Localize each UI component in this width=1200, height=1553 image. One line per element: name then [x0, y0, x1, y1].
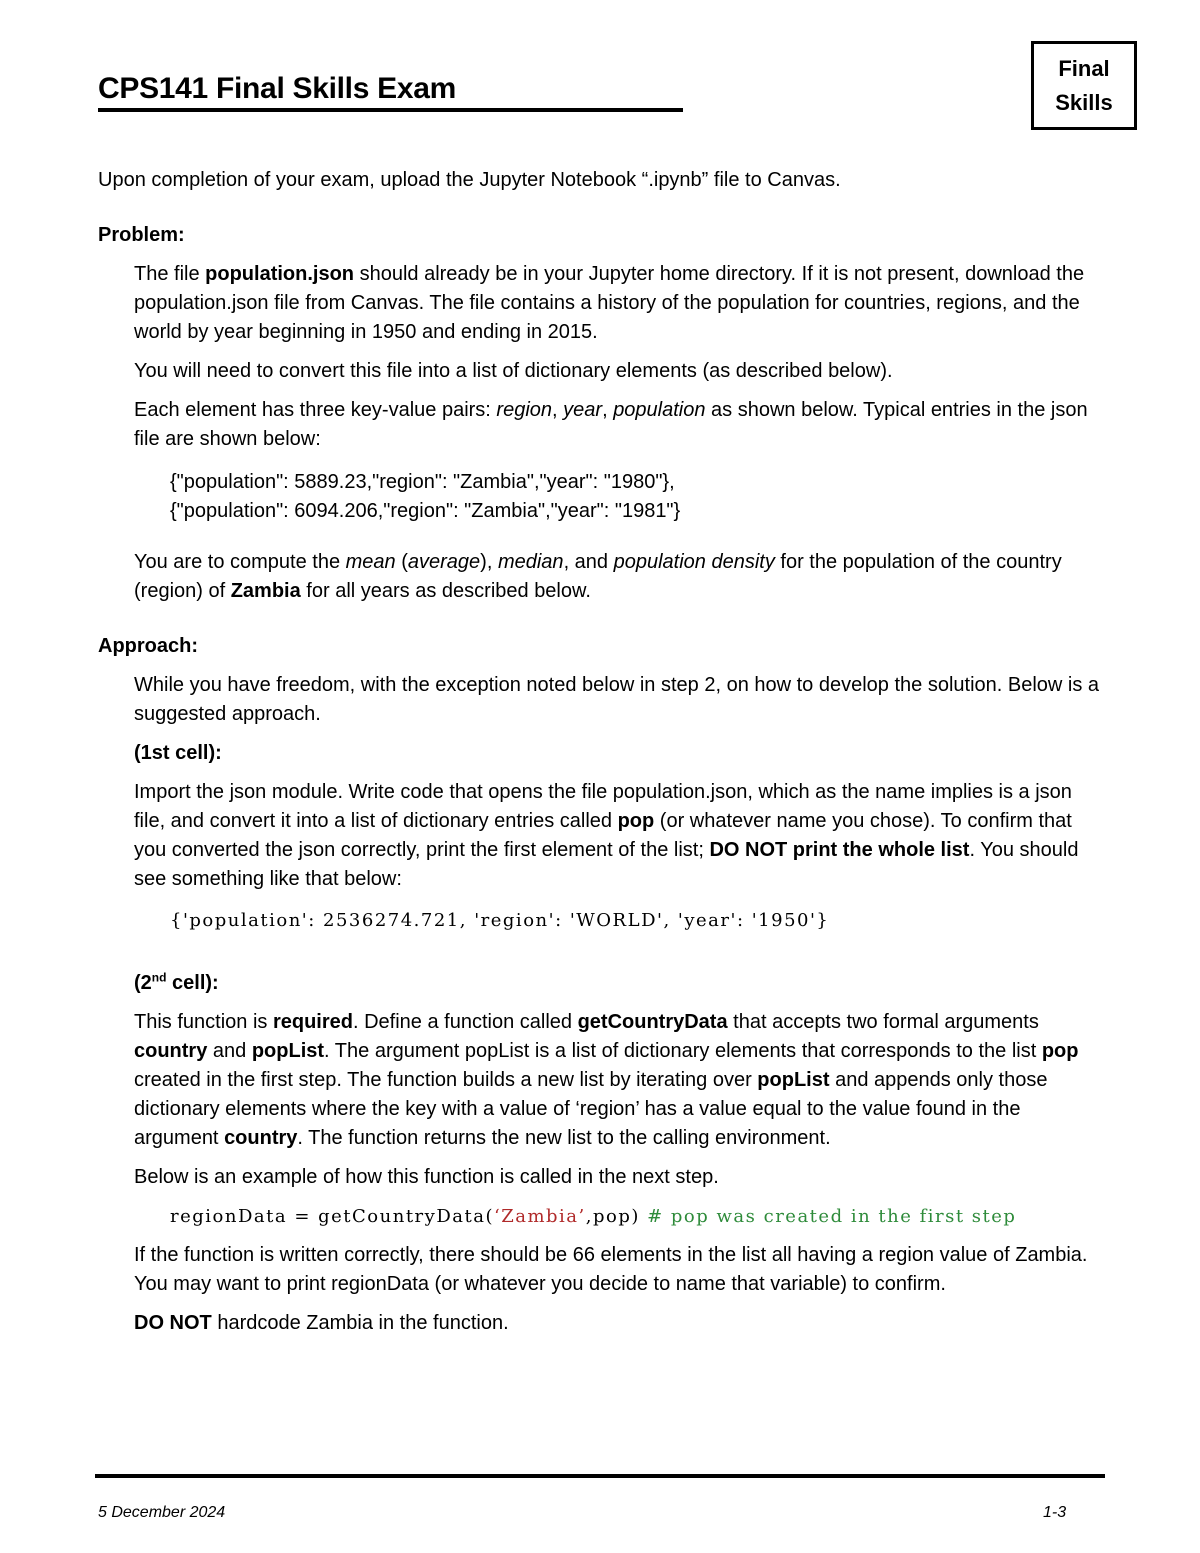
- text-run: for all years as described below.: [300, 580, 591, 602]
- warning-bold: DO NOT: [134, 1312, 212, 1334]
- text-run: ,: [602, 399, 614, 421]
- text-run: . You should see something like that below:: [134, 839, 1079, 890]
- document-body: [98, 166, 1108, 1348]
- footer-date: 5 December 2024: [98, 1504, 226, 1521]
- function-name: getCountryData: [577, 1011, 728, 1033]
- example-intro: Below is an example of how this function is called in the next step.: [134, 1166, 719, 1188]
- text-run: Import the json module. Write code that opens the file population.json, which as the name implies is a json file, and convert it into a list of dictionary entries called: [134, 781, 1072, 832]
- arg-poplist: popList: [757, 1069, 830, 1091]
- superscript: nd: [151, 970, 167, 985]
- problem-paragraph-3: [134, 396, 1108, 454]
- json-example-block: [170, 468, 1108, 526]
- text-run: ,: [552, 399, 564, 421]
- cell-1-paragraph: [134, 778, 1108, 894]
- filename-bold: population.json: [205, 263, 355, 285]
- result-paragraph: If the function is written correctly, there should be 66 elements in the list all having a region value of Zambia. You may want to print regionData (or whatever you decide to name that variable) to confirm.: [134, 1244, 1088, 1295]
- term-population-density: population density: [613, 551, 775, 573]
- text-run: You are to compute the: [134, 551, 346, 573]
- arg-country: country: [224, 1127, 298, 1149]
- warning-paragraph: [134, 1309, 1108, 1338]
- text-run: should already be in your Jupyter home directory. If it is not present, download the population.json file from Canvas. The file contains a history of the population for countries, regions, and the world by year beginning in 1950 and ending in 2015.: [134, 263, 1085, 343]
- text-run: ),: [480, 551, 498, 573]
- text-run: (: [395, 551, 408, 573]
- key-population: population: [613, 399, 706, 421]
- badge-line-1: Final: [1058, 55, 1110, 81]
- term-average: average: [407, 551, 481, 573]
- text-run: , and: [563, 551, 614, 573]
- warning-bold: DO NOT print the whole list: [709, 839, 970, 861]
- text-run: . The function returns the new list to the calling environment.: [297, 1127, 831, 1149]
- code-comment: # pop was created in the first step: [647, 1206, 1017, 1227]
- badge-line-2: Skills: [1055, 89, 1113, 115]
- problem-paragraph-4: [134, 548, 1108, 606]
- text-run: as shown below. Typical entries in the json file are shown below:: [134, 399, 1088, 450]
- text-run: The file: [134, 263, 206, 285]
- cell-2-paragraph: [134, 1008, 1108, 1153]
- text-run: (or whatever name you chose). To confirm that you converted the json correctly, print the first element of the list;: [134, 810, 1072, 861]
- approach-paragraph-1: While you have freedom, with the exception noted below in step 2, on how to develop the solution. Below is a suggested approach.: [134, 674, 1100, 725]
- text-run: that accepts two formal arguments: [727, 1011, 1039, 1033]
- code-text: regionData = getCountryData(: [170, 1206, 494, 1227]
- var-pop: pop: [1041, 1040, 1079, 1062]
- final-skills-badge: [1031, 41, 1137, 130]
- key-year: year: [563, 399, 603, 421]
- country-zambia: Zambia: [230, 580, 301, 602]
- text-run: This function is: [134, 1011, 273, 1033]
- text-run: . The argument popList is a list of dictionary elements that corresponds to the list: [324, 1040, 1042, 1062]
- intro-paragraph: Upon completion of your exam, upload the Jupyter Notebook “.ipynb” file to Canvas.: [98, 169, 841, 191]
- text-run: created in the first step. The function builds a new list by iterating over: [134, 1069, 758, 1091]
- text-run: (2: [134, 972, 152, 994]
- text-run: for the population of the country (region) of: [134, 551, 1062, 602]
- page-title: CPS141 Final Skills Exam: [98, 72, 456, 105]
- var-pop: pop: [617, 810, 655, 832]
- arg-poplist: popList: [251, 1040, 325, 1062]
- required-bold: required: [272, 1011, 353, 1033]
- function-call-example: [170, 1202, 1108, 1231]
- term-median: median: [497, 551, 564, 573]
- code-string: ‘Zambia’: [493, 1206, 586, 1227]
- text-run: and: [207, 1040, 252, 1062]
- json-example-line-1: {"population": 5889.23,"region": "Zambia","year": "1980"},: [170, 471, 675, 493]
- cell-2-heading: [134, 969, 1108, 998]
- approach-heading: Approach:: [98, 635, 198, 657]
- cell-1-heading: (1st cell):: [134, 742, 222, 764]
- text-run: cell):: [166, 972, 219, 994]
- problem-heading: Problem:: [98, 224, 185, 246]
- footer-page-number: 1-3: [1043, 1504, 1067, 1521]
- text-run: hardcode Zambia in the function.: [211, 1312, 509, 1334]
- key-region: region: [496, 399, 553, 421]
- title-underline: [98, 108, 683, 112]
- text-run: . Define a function called: [352, 1011, 578, 1033]
- json-example-line-2: {"population": 6094.206,"region": "Zambia","year": "1981"}: [170, 500, 681, 522]
- cell-1-output: {'population': 2536274.721, 'region': 'WORLD', 'year': '1950'}: [170, 910, 830, 931]
- code-text: ,pop): [585, 1206, 648, 1227]
- problem-paragraph-1: [134, 260, 1108, 347]
- term-mean: mean: [345, 551, 396, 573]
- arg-country: country: [134, 1040, 208, 1062]
- footer-divider: [95, 1474, 1105, 1478]
- problem-paragraph-2: You will need to convert this file into a list of dictionary elements (as described below).: [134, 360, 893, 382]
- text-run: and appends only those dictionary elements where the key with a value of ‘region’ has a value equal to the value found in the argument: [134, 1069, 1048, 1149]
- text-run: Each element has three key-value pairs:: [134, 399, 497, 421]
